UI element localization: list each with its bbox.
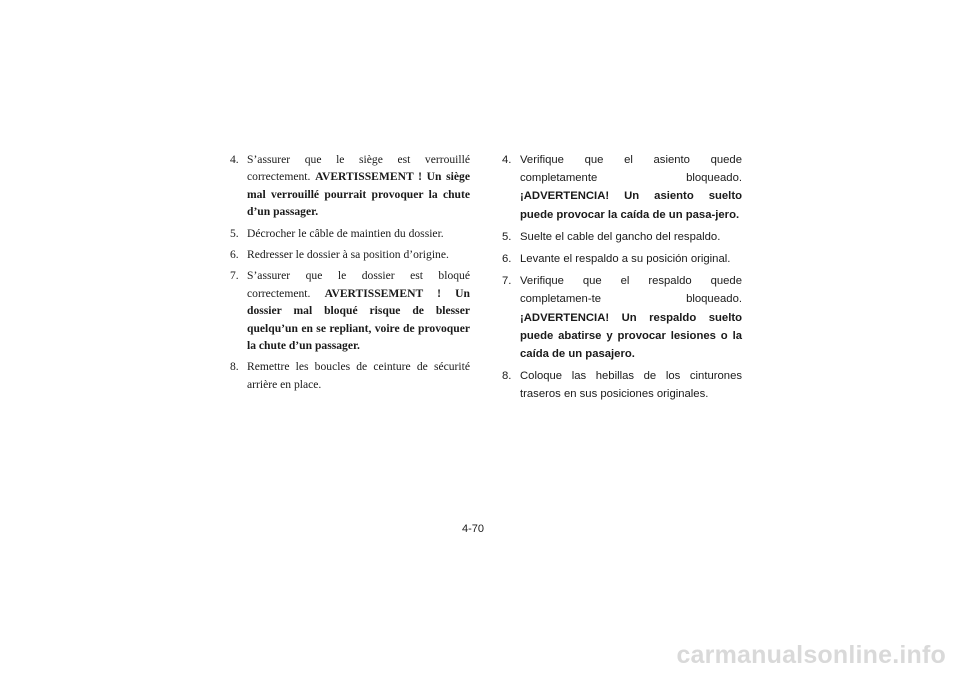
warning-text: AVERTISSEMENT ! Un dossier mal bloqué risque de blesser quelqu’un en se repliant, voire de provoquer la chute d’un passager. <box>247 286 470 353</box>
item-number: 7. <box>502 275 512 288</box>
list-item <box>502 250 742 268</box>
step-text: S’assurer que le dossier est bloqué correctement. <box>247 269 470 300</box>
step-text: Verifique que el asiento quede completamente bloqueado. <box>520 154 742 185</box>
watermark: carmanualsonline.info <box>676 641 946 669</box>
step-text: Décrocher le câble de maintien du dossier. <box>247 226 444 240</box>
item-text <box>247 267 470 354</box>
step-text: Redresser le dossier à sa position d’origine. <box>247 248 449 262</box>
spanish-instructions <box>502 151 742 408</box>
warning-text: ¡ADVERTENCIA! Un asiento suelto puede provocar la caída de un pasa-jero. <box>520 190 742 221</box>
warning-text: ¡ADVERTENCIA! Un respaldo suelto puede abatirse y provocar lesiones o la caída de un pasajero. <box>520 311 742 361</box>
item-number: 4. <box>502 154 512 166</box>
item-number: 7. <box>230 269 239 283</box>
page-number: 4-70 <box>462 523 485 535</box>
item-number: 5. <box>230 226 239 240</box>
item-number: 8. <box>502 370 512 383</box>
item-number: 5. <box>502 230 512 243</box>
french-instructions <box>230 151 470 397</box>
list-item <box>502 367 742 403</box>
list-item <box>230 267 470 354</box>
list-item <box>230 225 470 242</box>
item-text <box>520 272 742 363</box>
step-text: Remettre les boucles de ceinture de sécurité arrière en place. <box>247 360 470 391</box>
item-number: 8. <box>230 360 239 374</box>
item-number: 4. <box>230 153 239 166</box>
step-text: S’assurer que le siège est verrouillé correctement. <box>247 153 470 184</box>
list-item <box>502 272 742 363</box>
list-item <box>502 228 742 246</box>
item-text <box>247 151 470 221</box>
item-text <box>520 151 742 224</box>
step-text: Verifique que el respaldo quede completamen-te bloqueado. <box>520 275 742 306</box>
step-text: Suelte el cable del gancho del respaldo. <box>520 230 721 243</box>
list-item <box>502 151 742 224</box>
list-item <box>230 151 470 221</box>
step-text: Levante el respaldo a su posición original. <box>520 253 731 266</box>
item-number: 6. <box>502 253 512 266</box>
warning-text: AVERTISSEMENT ! Un siège mal verrouillé pourrait provoquer la chute d’un passager. <box>247 170 470 219</box>
item-number: 6. <box>230 248 239 262</box>
list-item <box>230 246 470 263</box>
step-text: Coloque las hebillas de los cinturones traseros en sus posiciones originales. <box>520 370 742 401</box>
list-item <box>230 358 470 393</box>
